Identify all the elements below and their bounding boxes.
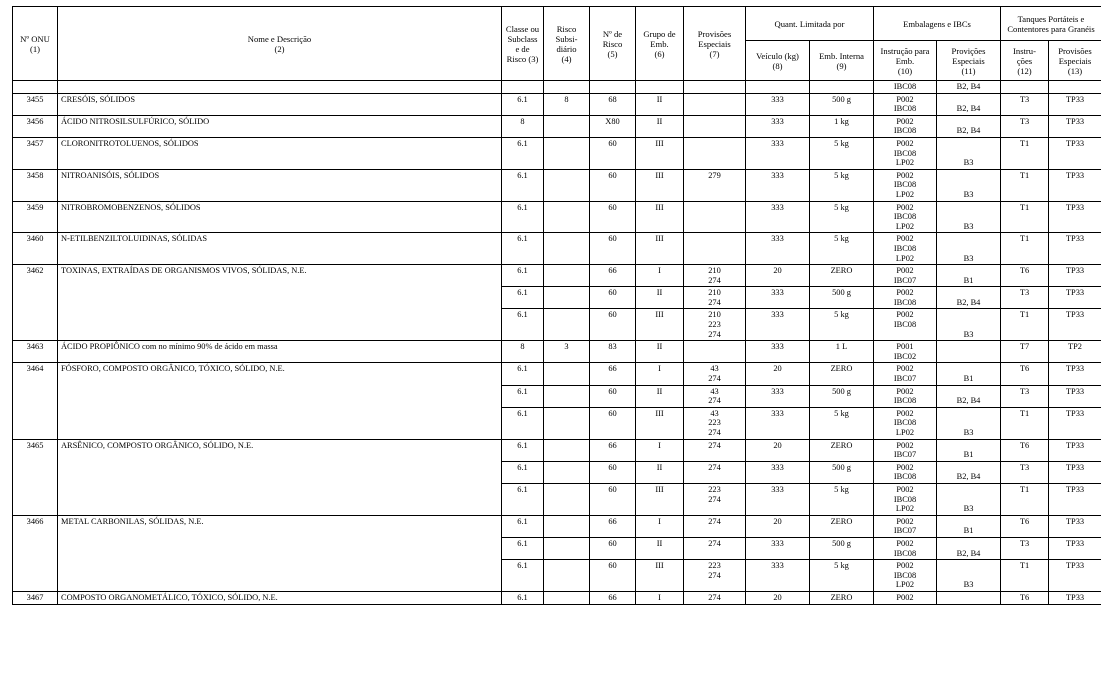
cell-emb-interna: 5 kg: [810, 483, 874, 515]
cell-instrucoes-tanque: T1: [1001, 137, 1049, 169]
header-instrucao-emb: Instrução para Emb. (10): [874, 41, 937, 81]
cell-instrucao: P002 IBC08 LP02: [874, 201, 937, 233]
cell-risco-subsidiario: [544, 407, 590, 439]
cell-grupo-emb: III: [636, 233, 684, 265]
cell-risco-subsidiario: [544, 385, 590, 407]
table-row: [13, 201, 1102, 233]
cell-provisoes-especiais: [684, 93, 746, 115]
cell-provisoes-tanque: TP33: [1049, 560, 1102, 592]
table-row: [13, 341, 1102, 363]
cell-emb-interna: 5 kg: [810, 233, 874, 265]
cell-risco-subsidiario: [544, 201, 590, 233]
cell-veiculo: 20: [746, 515, 810, 537]
cell-risco-subsidiario: [544, 363, 590, 385]
cell-provisoes-tanque: TP2: [1049, 341, 1102, 363]
header-onu: Nº ONU (1): [13, 7, 58, 81]
cell-grupo-emb: II: [636, 341, 684, 363]
cell-instrucoes-tanque: T7: [1001, 341, 1049, 363]
cell-provisoes-tanque: TP33: [1049, 483, 1102, 515]
continuation-row: [13, 81, 1102, 94]
cell-instrucao: P002 IBC08 LP02: [874, 137, 937, 169]
table-row: [13, 363, 1102, 385]
cell-veiculo: 333: [746, 115, 810, 137]
cell-provisoes-tanque: TP33: [1049, 515, 1102, 537]
cell-instrucao: P002 IBC08: [874, 537, 937, 559]
cell-numero-risco: 60: [590, 483, 636, 515]
cell-provisoes-especiais: 274: [684, 515, 746, 537]
cell-nome: ÁCIDO NITROSILSULFÚRICO, SÓLIDO: [58, 115, 502, 137]
cell-emb-interna: 5 kg: [810, 309, 874, 341]
cell-classe: 6.1: [502, 560, 544, 592]
cell-emb-interna: 1 kg: [810, 115, 874, 137]
cell-veiculo: 333: [746, 287, 810, 309]
cell-nome: COMPOSTO ORGANOMETÁLICO, TÓXICO, SÓLIDO, N.E.: [58, 591, 502, 604]
cell-provisoes-tanque: TP33: [1049, 201, 1102, 233]
cell-veiculo: 333: [746, 385, 810, 407]
cell-risco-subsidiario: [544, 591, 590, 604]
cell-classe: 6.1: [502, 169, 544, 201]
cell-numero-risco: X80: [590, 115, 636, 137]
cell-instrucao: P002 IBC08: [874, 309, 937, 341]
header-grupo-emb: Grupo de Emb. (6): [636, 7, 684, 81]
cell-provisoes-especiais: 274: [684, 439, 746, 461]
cell-veiculo: 333: [746, 309, 810, 341]
cell-provisoes-emb: B1: [937, 515, 1001, 537]
cell-grupo-emb: III: [636, 309, 684, 341]
cell-instrucoes-tanque: T3: [1001, 461, 1049, 483]
cell-grupo-emb: III: [636, 407, 684, 439]
cell-numero-risco: 83: [590, 341, 636, 363]
cell-veiculo: 20: [746, 591, 810, 604]
header-quant-limitada: Quant. Limitada por: [746, 7, 874, 41]
cell-classe: 6.1: [502, 461, 544, 483]
cell-onu: 3463: [13, 341, 58, 363]
cell-provisoes-emb: B2, B4: [937, 537, 1001, 559]
cell-provisoes-especiais: 274: [684, 461, 746, 483]
cell-numero-risco: 66: [590, 591, 636, 604]
cell-veiculo: 333: [746, 407, 810, 439]
cell-provisoes-tanque: TP33: [1049, 537, 1102, 559]
cell-provisoes-tanque: TP33: [1049, 363, 1102, 385]
cell-emb-interna: ZERO: [810, 515, 874, 537]
cell-provisoes-tanque: TP33: [1049, 233, 1102, 265]
cell-nome: TOXINAS, EXTRAÍDAS DE ORGANISMOS VIVOS, SÓLIDAS, N.E.: [58, 265, 502, 341]
cell-grupo-emb: I: [636, 591, 684, 604]
cell-numero-risco: 60: [590, 233, 636, 265]
cell-emb-interna: 5 kg: [810, 560, 874, 592]
cell-grupo-emb: III: [636, 560, 684, 592]
cell-onu: 3457: [13, 137, 58, 169]
cell-classe: 6.1: [502, 439, 544, 461]
cell-risco-subsidiario: [544, 115, 590, 137]
cell-risco-subsidiario: [544, 265, 590, 287]
cell-instrucao: P002 IBC08 LP02: [874, 407, 937, 439]
table-row: [13, 137, 1102, 169]
cell-risco-subsidiario: [544, 483, 590, 515]
cell-provisoes-especiais: [684, 115, 746, 137]
cell-numero-risco: 60: [590, 385, 636, 407]
cell-numero-risco: 60: [590, 137, 636, 169]
cell-provisoes-especiais: 210 274: [684, 265, 746, 287]
cell-classe: 6.1: [502, 309, 544, 341]
cell-classe: 6.1: [502, 385, 544, 407]
cell-veiculo: 333: [746, 560, 810, 592]
cell-onu: 3464: [13, 363, 58, 439]
cell-provisoes-emb: B2, B4: [937, 461, 1001, 483]
cell-provisoes-emb: B3: [937, 233, 1001, 265]
cell-numero-risco: 60: [590, 309, 636, 341]
cell-instrucoes-tanque: T6: [1001, 591, 1049, 604]
cell-provisoes-tanque: TP33: [1049, 137, 1102, 169]
cell-veiculo: 333: [746, 93, 810, 115]
cell-numero-risco: 60: [590, 560, 636, 592]
header-provisoes-emb: Provições Especiais (11): [937, 41, 1001, 81]
cell-provisoes-emb: B2, B4: [937, 287, 1001, 309]
cell-provisoes-tanque: TP33: [1049, 591, 1102, 604]
cell-provisoes-emb: B3: [937, 309, 1001, 341]
cell-risco-subsidiario: 8: [544, 93, 590, 115]
document-page: [12, 6, 1101, 650]
cell-emb-interna: 500 g: [810, 385, 874, 407]
table-header: [13, 7, 1102, 81]
cell-instrucoes-tanque: T3: [1001, 537, 1049, 559]
cell-classe: 6.1: [502, 265, 544, 287]
table-row: [13, 93, 1102, 115]
cell-onu: 3467: [13, 591, 58, 604]
cell-provisoes-emb: [937, 591, 1001, 604]
cell-provisoes-especiais: 223 274: [684, 560, 746, 592]
header-instrucoes-tanque: Instru- ções (12): [1001, 41, 1049, 81]
cell-veiculo: 20: [746, 265, 810, 287]
cell-grupo-emb: III: [636, 137, 684, 169]
cell-grupo-emb: I: [636, 363, 684, 385]
cell-provisoes-especiais: 210 223 274: [684, 309, 746, 341]
cell-nome: ARSÊNICO, COMPOSTO ORGÂNICO, SÓLIDO, N.E.: [58, 439, 502, 515]
cell-classe: 8: [502, 341, 544, 363]
cell-emb-interna: 5 kg: [810, 169, 874, 201]
cell-provisoes-especiais: [684, 137, 746, 169]
cell-provisoes-emb: B3: [937, 483, 1001, 515]
cell-provisoes-emb: B1: [937, 265, 1001, 287]
header-provisoes-especiais: Provisões Especiais (7): [684, 7, 746, 81]
cell-provisoes-especiais: 223 274: [684, 483, 746, 515]
cell-veiculo: 333: [746, 233, 810, 265]
table-row: [13, 591, 1102, 604]
cell-provisoes-emb: B2, B4: [937, 81, 1001, 94]
cell-provisoes-tanque: TP33: [1049, 265, 1102, 287]
cell-provisoes-emb: B3: [937, 560, 1001, 592]
cell-instrucoes-tanque: T1: [1001, 169, 1049, 201]
cell-instrucao: P002 IBC08 LP02: [874, 169, 937, 201]
cell-risco-subsidiario: [544, 515, 590, 537]
cell-provisoes-emb: B1: [937, 439, 1001, 461]
cell-provisoes-emb: B2, B4: [937, 93, 1001, 115]
cell-emb-interna: ZERO: [810, 363, 874, 385]
cell-instrucao: P002 IBC08 LP02: [874, 233, 937, 265]
cell-instrucao: P002 IBC08: [874, 93, 937, 115]
cell-instrucoes-tanque: T1: [1001, 309, 1049, 341]
cell-provisoes-especiais: 43 274: [684, 363, 746, 385]
cell-provisoes-especiais: 279: [684, 169, 746, 201]
cell-emb-interna: ZERO: [810, 591, 874, 604]
cell-nome: NITROANISÓIS, SÓLIDOS: [58, 169, 502, 201]
cell-risco-subsidiario: [544, 137, 590, 169]
cell-risco-subsidiario: [544, 169, 590, 201]
cell-classe: 6.1: [502, 515, 544, 537]
cell-instrucoes-tanque: T3: [1001, 287, 1049, 309]
cell-numero-risco: 60: [590, 407, 636, 439]
cell-instrucoes-tanque: T6: [1001, 515, 1049, 537]
cell-provisoes-especiais: [684, 201, 746, 233]
cell-risco-subsidiario: [544, 309, 590, 341]
cell-nome: CRESÓIS, SÓLIDOS: [58, 93, 502, 115]
cell-provisoes-tanque: TP33: [1049, 309, 1102, 341]
cell-instrucoes-tanque: T1: [1001, 560, 1049, 592]
cell-nome: NITROBROMOBENZENOS, SÓLIDOS: [58, 201, 502, 233]
cell-instrucoes-tanque: T6: [1001, 363, 1049, 385]
cell-onu: 3465: [13, 439, 58, 515]
cell-nome: ÁCIDO PROPIÔNICO com no mínimo 90% de ácido em massa: [58, 341, 502, 363]
cell-provisoes-tanque: TP33: [1049, 115, 1102, 137]
cell-instrucao: P002: [874, 591, 937, 604]
cell-grupo-emb: II: [636, 287, 684, 309]
cell-numero-risco: 60: [590, 287, 636, 309]
cell-instrucoes-tanque: T1: [1001, 233, 1049, 265]
cell-instrucao: IBC08: [874, 81, 937, 94]
cell-veiculo: 333: [746, 137, 810, 169]
dangerous-goods-table: [12, 6, 1101, 605]
cell-onu: 3456: [13, 115, 58, 137]
cell-numero-risco: 66: [590, 363, 636, 385]
cell-provisoes-tanque: TP33: [1049, 169, 1102, 201]
cell-emb-interna: 5 kg: [810, 137, 874, 169]
cell-provisoes-especiais: 274: [684, 537, 746, 559]
cell-instrucao: P002 IBC08: [874, 461, 937, 483]
cell-nome: N-ETILBENZILTOLUIDINAS, SÓLIDAS: [58, 233, 502, 265]
cell-instrucoes-tanque: T1: [1001, 407, 1049, 439]
cell-grupo-emb: II: [636, 93, 684, 115]
cell-emb-interna: 500 g: [810, 537, 874, 559]
cell-risco-subsidiario: [544, 461, 590, 483]
cell-nome: CLORONITROTOLUENOS, SÓLIDOS: [58, 137, 502, 169]
cell-provisoes-especiais: [684, 233, 746, 265]
cell-instrucoes-tanque: T3: [1001, 93, 1049, 115]
table-row: [13, 515, 1102, 537]
cell-provisoes-especiais: 43 274: [684, 385, 746, 407]
cell-onu: 3455: [13, 93, 58, 115]
cell-provisoes-especiais: 210 274: [684, 287, 746, 309]
cell-provisoes-especiais: [684, 341, 746, 363]
cell-provisoes-emb: B3: [937, 201, 1001, 233]
cell-provisoes-especiais: 43 223 274: [684, 407, 746, 439]
cell-instrucoes-tanque: T6: [1001, 265, 1049, 287]
cell-numero-risco: 60: [590, 537, 636, 559]
cell-grupo-emb: III: [636, 201, 684, 233]
cell-veiculo: 20: [746, 363, 810, 385]
cell-emb-interna: 5 kg: [810, 201, 874, 233]
cell-veiculo: 333: [746, 537, 810, 559]
cell-instrucao: P001 IBC02: [874, 341, 937, 363]
cell-provisoes-tanque: TP33: [1049, 407, 1102, 439]
cell-provisoes-tanque: TP33: [1049, 287, 1102, 309]
cell-grupo-emb: III: [636, 169, 684, 201]
header-classe: Classe ou Subclass e de Risco (3): [502, 7, 544, 81]
cell-provisoes-tanque: TP33: [1049, 439, 1102, 461]
header-embalagens-ibcs: Embalagens e IBCs: [874, 7, 1001, 41]
cell-veiculo: 333: [746, 201, 810, 233]
cell-grupo-emb: I: [636, 439, 684, 461]
cell-instrucoes-tanque: T3: [1001, 115, 1049, 137]
cell-instrucao: P002 IBC08 LP02: [874, 560, 937, 592]
header-numero-risco: Nº de Risco (5): [590, 7, 636, 81]
cell-risco-subsidiario: [544, 560, 590, 592]
cell-instrucao: P002 IBC07: [874, 515, 937, 537]
cell-instrucoes-tanque: T1: [1001, 483, 1049, 515]
cell-risco-subsidiario: [544, 537, 590, 559]
cell-grupo-emb: I: [636, 265, 684, 287]
cell-numero-risco: 66: [590, 515, 636, 537]
cell-numero-risco: 66: [590, 439, 636, 461]
cell-grupo-emb: II: [636, 537, 684, 559]
cell-instrucao: P002 IBC08 LP02: [874, 483, 937, 515]
cell-provisoes-emb: B3: [937, 407, 1001, 439]
cell-instrucao: P002 IBC07: [874, 265, 937, 287]
cell-instrucao: P002 IBC07: [874, 363, 937, 385]
cell-classe: 6.1: [502, 537, 544, 559]
header-emb-interna: Emb. Interna (9): [810, 41, 874, 81]
table-row: [13, 265, 1102, 287]
cell-provisoes-tanque: TP33: [1049, 385, 1102, 407]
header-tanques-portateis: Tanques Portáteis e Contentores para Granéis: [1001, 7, 1102, 41]
cell-numero-risco: 68: [590, 93, 636, 115]
cell-provisoes-emb: B2, B4: [937, 385, 1001, 407]
cell-veiculo: 20: [746, 439, 810, 461]
cell-instrucoes-tanque: T3: [1001, 385, 1049, 407]
cell-classe: 6.1: [502, 287, 544, 309]
cell-veiculo: 333: [746, 461, 810, 483]
cell-provisoes-especiais: 274: [684, 591, 746, 604]
cell-emb-interna: 500 g: [810, 287, 874, 309]
cell-onu: 3459: [13, 201, 58, 233]
cell-emb-interna: 500 g: [810, 461, 874, 483]
cell-numero-risco: 66: [590, 265, 636, 287]
header-veiculo: Veículo (kg) (8): [746, 41, 810, 81]
cell-emb-interna: ZERO: [810, 439, 874, 461]
header-provisoes-tanque: Provisões Especiais (13): [1049, 41, 1102, 81]
cell-grupo-emb: II: [636, 115, 684, 137]
cell-veiculo: 333: [746, 169, 810, 201]
cell-numero-risco: 60: [590, 169, 636, 201]
cell-grupo-emb: II: [636, 385, 684, 407]
cell-provisoes-tanque: TP33: [1049, 461, 1102, 483]
cell-nome: METAL CARBONILAS, SÓLIDAS, N.E.: [58, 515, 502, 591]
header-nome: Nome e Descrição (2): [58, 7, 502, 81]
table-row: [13, 169, 1102, 201]
cell-grupo-emb: II: [636, 461, 684, 483]
cell-emb-interna: 500 g: [810, 93, 874, 115]
cell-classe: 6.1: [502, 407, 544, 439]
cell-instrucao: P002 IBC08: [874, 287, 937, 309]
cell-provisoes-emb: B3: [937, 137, 1001, 169]
cell-emb-interna: ZERO: [810, 265, 874, 287]
cell-classe: 6.1: [502, 137, 544, 169]
cell-onu: 3458: [13, 169, 58, 201]
table-body: [13, 81, 1102, 605]
cell-emb-interna: 5 kg: [810, 407, 874, 439]
cell-emb-interna: 1 L: [810, 341, 874, 363]
cell-classe: 8: [502, 115, 544, 137]
cell-grupo-emb: III: [636, 483, 684, 515]
cell-risco-subsidiario: [544, 439, 590, 461]
cell-numero-risco: 60: [590, 461, 636, 483]
cell-instrucoes-tanque: T6: [1001, 439, 1049, 461]
cell-numero-risco: 60: [590, 201, 636, 233]
cell-classe: 6.1: [502, 591, 544, 604]
cell-provisoes-emb: B3: [937, 169, 1001, 201]
cell-provisoes-emb: B1: [937, 363, 1001, 385]
cell-provisoes-tanque: TP33: [1049, 93, 1102, 115]
cell-instrucao: P002 IBC07: [874, 439, 937, 461]
cell-instrucao: P002 IBC08: [874, 385, 937, 407]
cell-risco-subsidiario: 3: [544, 341, 590, 363]
cell-risco-subsidiario: [544, 233, 590, 265]
table-row: [13, 439, 1102, 461]
cell-classe: 6.1: [502, 483, 544, 515]
cell-classe: 6.1: [502, 93, 544, 115]
cell-veiculo: 333: [746, 483, 810, 515]
cell-onu: 3460: [13, 233, 58, 265]
cell-instrucao: P002 IBC08: [874, 115, 937, 137]
cell-risco-subsidiario: [544, 287, 590, 309]
table-row: [13, 233, 1102, 265]
table-row: [13, 115, 1102, 137]
cell-grupo-emb: I: [636, 515, 684, 537]
cell-veiculo: 333: [746, 341, 810, 363]
cell-onu: 3462: [13, 265, 58, 341]
cell-classe: 6.1: [502, 233, 544, 265]
cell-onu: 3466: [13, 515, 58, 591]
cell-provisoes-emb: B2, B4: [937, 115, 1001, 137]
cell-provisoes-emb: [937, 341, 1001, 363]
header-risco-subsidiario: Risco Subsi- diário (4): [544, 7, 590, 81]
cell-instrucoes-tanque: T1: [1001, 201, 1049, 233]
cell-nome: FÓSFORO, COMPOSTO ORGÂNICO, TÓXICO, SÓLIDO, N.E.: [58, 363, 502, 439]
cell-classe: 6.1: [502, 363, 544, 385]
cell-classe: 6.1: [502, 201, 544, 233]
